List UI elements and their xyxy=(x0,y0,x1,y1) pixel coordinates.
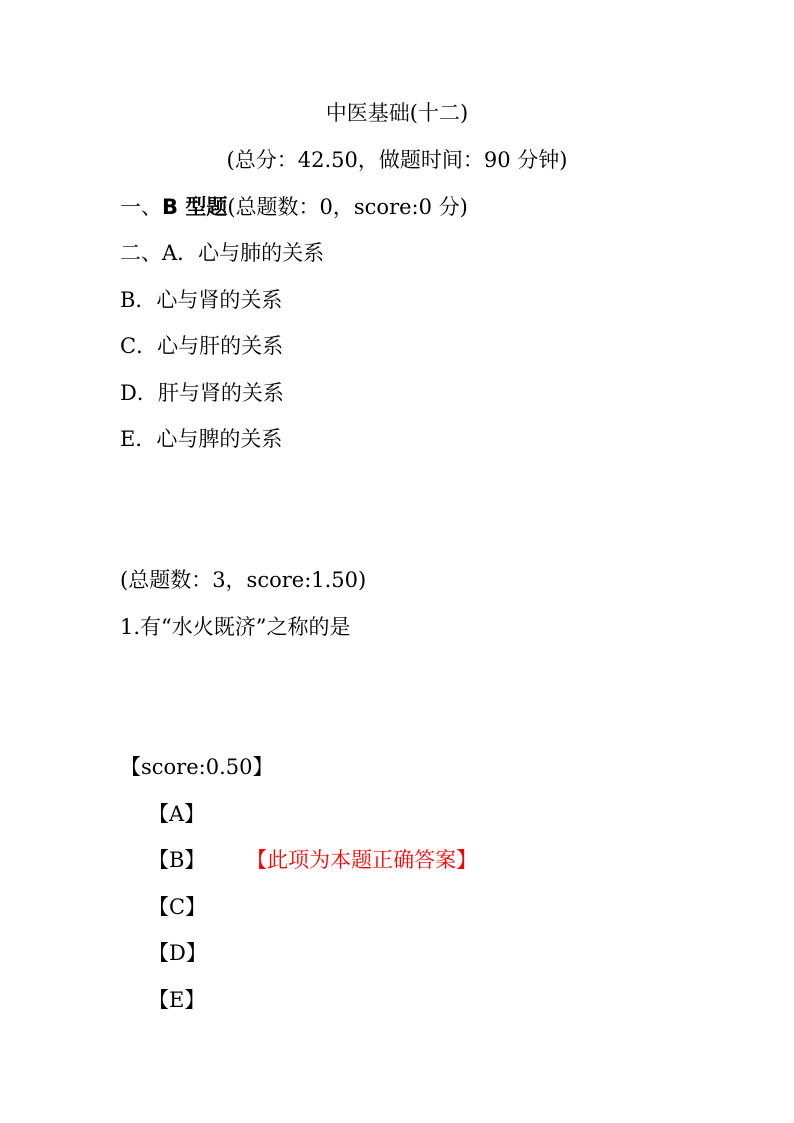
section-name: B 型题 xyxy=(162,195,228,219)
answer-choice-c: 【C】 xyxy=(148,895,207,919)
section-heading xyxy=(120,193,468,221)
answer-choice-d: 【D】 xyxy=(148,941,207,965)
exam-summary: (总分：42.50，做题时间：90 分钟) xyxy=(226,148,568,172)
answer-choice-e: 【E】 xyxy=(148,988,206,1012)
answer-choice-b-label: 【B】 xyxy=(148,848,206,872)
question-score: 【score:0.50】 xyxy=(120,755,274,779)
option-c: C．心与肝的关系 xyxy=(120,334,284,358)
group-info: (总题数：3，score:1.50) xyxy=(120,568,367,592)
option-b: B．心与肾的关系 xyxy=(120,288,283,312)
option-e: E．心与脾的关系 xyxy=(120,427,283,451)
option-d: D．肝与肾的关系 xyxy=(120,381,284,405)
section-prefix: 一、 xyxy=(120,195,162,219)
option-a: 二、A．心与肺的关系 xyxy=(120,241,325,265)
page-title: 中医基础(十二) xyxy=(325,101,469,125)
correct-answer-note: 【此项为本题正确答案】 xyxy=(246,848,478,872)
answer-choice-a: 【A】 xyxy=(148,802,206,826)
section-info: (总题数：0，score:0 分) xyxy=(227,195,468,219)
question-text: 1.有“水火既济”之称的是 xyxy=(120,615,351,639)
answer-choice-b xyxy=(148,846,477,874)
